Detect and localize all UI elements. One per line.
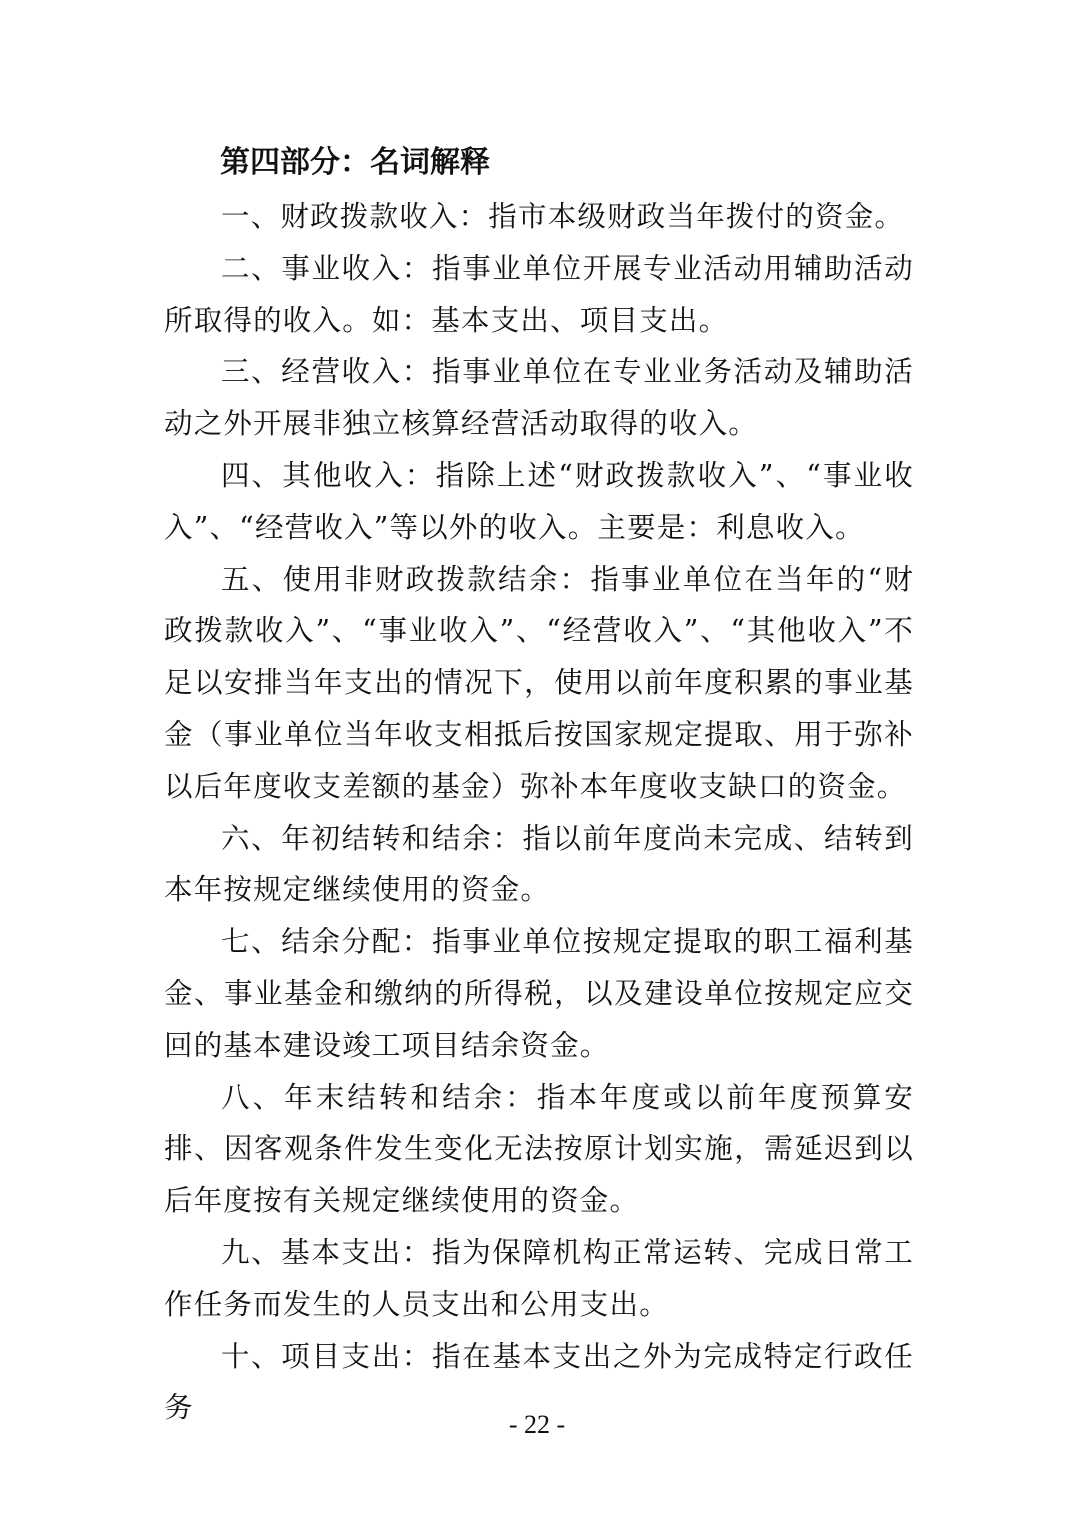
definition-paragraph: 八、年末结转和结余：指本年度或以前年度预算安排、因客观条件发生变化无法按原计划实施，需延迟到以后年度按有关规定继续使用的资金。 [164,1080,914,1218]
definition-paragraph: 三、经营收入：指事业单位在专业业务活动及辅助活动之外开展非独立核算经营活动取得的收入。 [164,355,914,441]
definition-paragraph: 六、年初结转和结余：指以前年度尚未完成、结转到本年按规定继续使用的资金。 [164,821,914,907]
definition-paragraph: 五、使用非财政拨款结余：指事业单位在当年的“财政拨款收入”、“事业收入”、“经营收入”、“其他收入”不足以安排当年支出的情况下，使用以前年度积累的事业基金（事业单位当年收支相抵后按国家规定提取、用于弥补以后年度收支差额的基金）弥补本年度收支缺口的资金。 [164,562,914,803]
definition-paragraph: 一、财政拨款收入：指市本级财政当年拨付的资金。 [221,200,905,233]
definition-paragraph: 四、其他收入：指除上述“财政拨款收入”、“事业收入”、“经营收入”等以外的收入。主要是：利息收入。 [164,458,914,544]
definition-paragraph: 二、事业收入：指事业单位开展专业活动用辅助活动所取得的收入。如：基本支出、项目支出。 [164,251,914,337]
definition-paragraph: 十、项目支出：指在基本支出之外为完成特定行政任务 [164,1339,914,1425]
definitions-body [164,191,914,1434]
definition-paragraph: 九、基本支出：指为保障机构正常运转、完成日常工作任务而发生的人员支出和公用支出。 [164,1235,914,1321]
section-heading: 第四部分：名词解释 [220,145,490,180]
definition-paragraph: 七、结余分配：指事业单位按规定提取的职工福利基金、事业基金和缴纳的所得税，以及建设单位按规定应交回的基本建设竣工项目结余资金。 [164,925,914,1062]
page-number: - 22 - [508,1410,566,1439]
